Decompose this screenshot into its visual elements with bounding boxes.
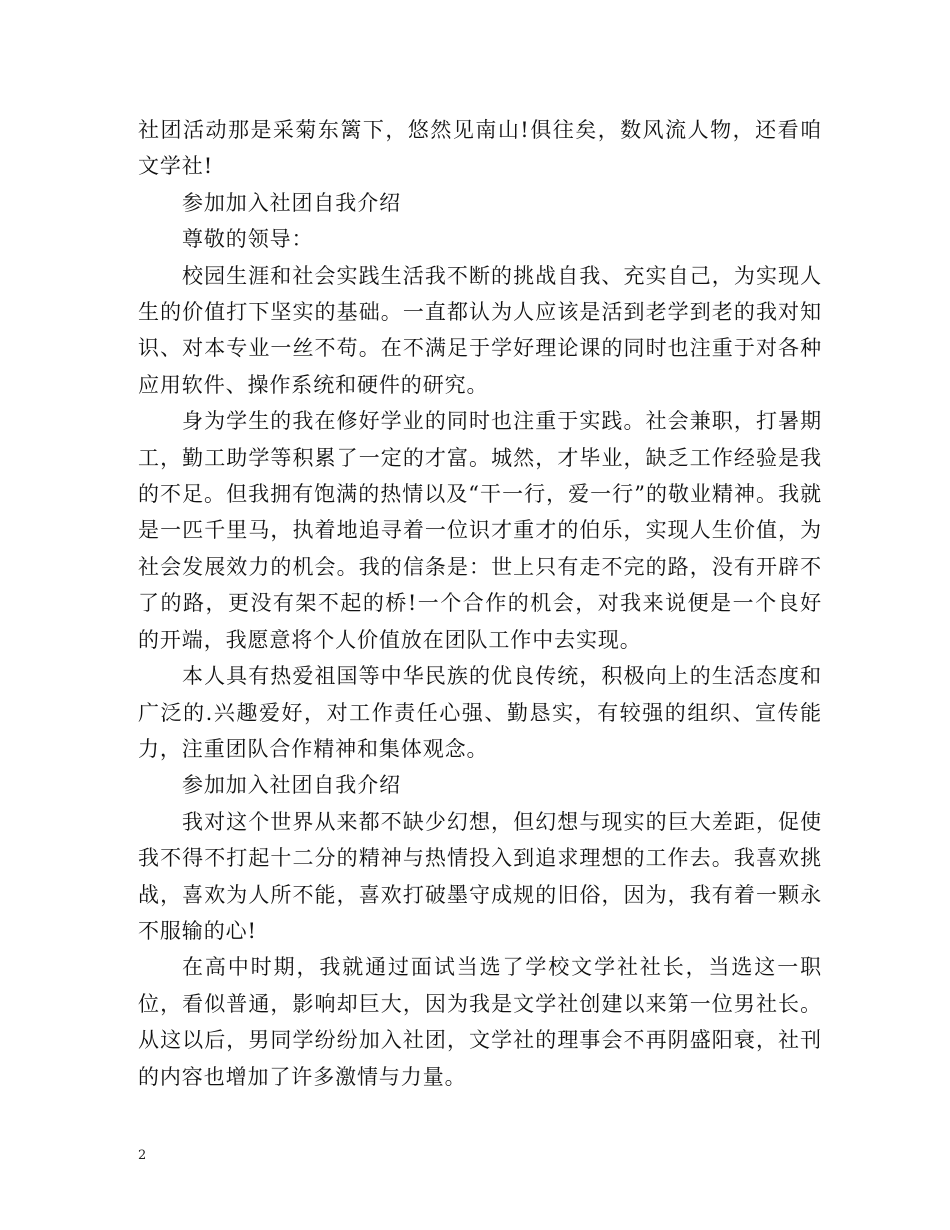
paragraph: 本人具有热爱祖国等中华民族的优良传统，积极向上的生活态度和广泛的.兴趣爱好，对工作责任心强、勤恳实，有较强的组织、宣传能力，注重团队合作精神和集体观念。 [138, 664, 822, 761]
section-heading: 参加加入社团自我介绍 [182, 190, 401, 215]
document-body [138, 112, 822, 1095]
paragraph: 我对这个世界从来都不缺少幻想，但幻想与现实的巨大差距，促使我不得不打起十二分的精神与热情投入到追求理想的工作去。我喜欢挑战，喜欢为人所不能，喜欢打破墨守成规的旧俗，因为，我有着一颗永不服输的心! [138, 809, 822, 943]
page-number: 2 [138, 1148, 147, 1163]
paragraph-continuation: 社团活动那是采菊东篱下，悠然见南山!俱往矣，数风流人物，还看咱文学社! [138, 118, 822, 179]
paragraph: 身为学生的我在修好学业的同时也注重于实践。社会兼职，打暑期工，勤工助学等积累了一定的才富。城然，才毕业，缺乏工作经验是我的不足。但我拥有饱满的热情以及“干一行，爱一行”的敬业精神。我就是一匹千里马，执着地追寻着一位识才重才的伯乐，实现人生价值，为社会发展效力的机会。我的信条是：世上只有走不完的路，没有开辟不了的路，更没有架不起的桥!一个合作的机会，对我来说便是一个良好的开端，我愿意将个人价值放在团队工作中去实现。 [138, 409, 822, 652]
section-heading: 参加加入社团自我介绍 [182, 773, 401, 798]
salutation: 尊敬的领导： [182, 227, 314, 252]
paragraph: 校园生涯和社会实践生活我不断的挑战自我、充实自己，为实现人生的价值打下坚实的基础。一直都认为人应该是活到老学到老的我对知识、对本专业一丝不苟。在不满足于学好理论课的同时也注重于对各种应用软件、操作系统和硬件的研究。 [138, 263, 822, 397]
paragraph: 在高中时期，我就通过面试当选了学校文学社社长，当选这一职位，看似普通，影响却巨大，因为我是文学社创建以来第一位男社长。从这以后，男同学纷纷加入社团，文学社的理事会不再阴盛阳衰，社刊的内容也增加了许多激情与力量。 [138, 955, 822, 1089]
